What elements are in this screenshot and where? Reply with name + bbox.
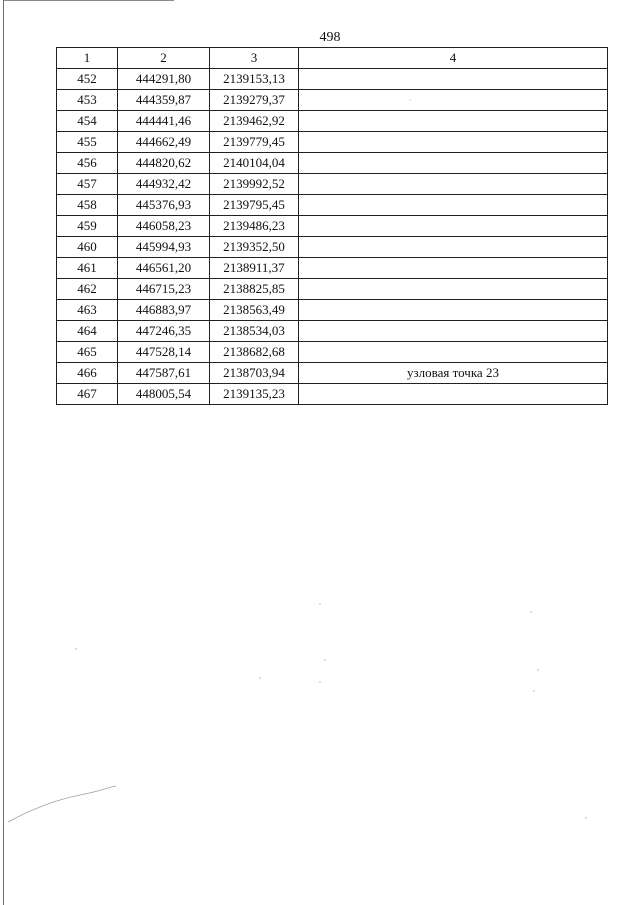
table-row — [57, 321, 608, 342]
point-number-cell: 462 — [57, 279, 118, 300]
coordinates-table — [56, 47, 608, 405]
y-coordinate-cell: 2138825,85 — [210, 279, 299, 300]
x-coordinate-cell: 444441,46 — [118, 111, 210, 132]
note-cell — [299, 237, 608, 258]
y-coordinate-cell: 2139153,13 — [210, 69, 299, 90]
point-number-cell: 461 — [57, 258, 118, 279]
note-cell — [299, 153, 608, 174]
y-coordinate-cell: 2139279,37 — [210, 90, 299, 111]
y-coordinate-cell: 2139462,92 — [210, 111, 299, 132]
table-row — [57, 216, 608, 237]
x-coordinate-cell: 446883,97 — [118, 300, 210, 321]
table-row — [57, 300, 608, 321]
table-row — [57, 90, 608, 111]
table-row — [57, 237, 608, 258]
scan-speck — [533, 690, 534, 691]
y-coordinate-cell: 2139135,23 — [210, 384, 299, 405]
table-row — [57, 363, 608, 384]
point-number-cell: 455 — [57, 132, 118, 153]
y-coordinate-cell: 2139352,50 — [210, 237, 299, 258]
x-coordinate-cell: 446715,23 — [118, 279, 210, 300]
scan-speck — [585, 817, 586, 818]
y-coordinate-cell: 2138911,37 — [210, 258, 299, 279]
page-number: 498 — [319, 30, 341, 45]
y-coordinate-cell: 2139795,45 — [210, 195, 299, 216]
point-number-cell: 453 — [57, 90, 118, 111]
x-coordinate-cell: 447528,14 — [118, 342, 210, 363]
x-coordinate-cell: 444662,49 — [118, 132, 210, 153]
y-coordinate-cell: 2140104,04 — [210, 153, 299, 174]
table-row — [57, 342, 608, 363]
note-cell — [299, 195, 608, 216]
point-number-cell: 459 — [57, 216, 118, 237]
note-cell — [299, 216, 608, 237]
header-cell: 3 — [210, 48, 299, 69]
header-cell: 2 — [118, 48, 210, 69]
table-row — [57, 384, 608, 405]
point-number-cell: 452 — [57, 69, 118, 90]
scan-speck — [319, 681, 320, 682]
note-cell — [299, 384, 608, 405]
point-number-cell: 454 — [57, 111, 118, 132]
note-cell — [299, 174, 608, 195]
scan-speck — [530, 611, 531, 612]
scan-speck — [537, 669, 538, 670]
point-number-cell: 464 — [57, 321, 118, 342]
point-number-cell: 457 — [57, 174, 118, 195]
point-number-cell: 456 — [57, 153, 118, 174]
note-cell — [299, 69, 608, 90]
note-cell — [299, 321, 608, 342]
y-coordinate-cell: 2139779,45 — [210, 132, 299, 153]
scan-edge-top — [4, 0, 174, 1]
table-row — [57, 153, 608, 174]
scan-speck — [319, 603, 320, 604]
y-coordinate-cell: 2138563,49 — [210, 300, 299, 321]
x-coordinate-cell: 448005,54 — [118, 384, 210, 405]
note-cell — [299, 300, 608, 321]
table-row — [57, 132, 608, 153]
point-number-cell: 465 — [57, 342, 118, 363]
table-row — [57, 195, 608, 216]
note-cell — [299, 132, 608, 153]
y-coordinate-cell: 2139992,52 — [210, 174, 299, 195]
scan-speck — [259, 677, 260, 678]
header-cell: 1 — [57, 48, 118, 69]
note-cell — [299, 90, 608, 111]
scan-edge-left — [3, 0, 4, 905]
point-number-cell: 463 — [57, 300, 118, 321]
x-coordinate-cell: 445994,93 — [118, 237, 210, 258]
y-coordinate-cell: 2138682,68 — [210, 342, 299, 363]
y-coordinate-cell: 2138534,03 — [210, 321, 299, 342]
x-coordinate-cell: 444932,42 — [118, 174, 210, 195]
x-coordinate-cell: 447246,35 — [118, 321, 210, 342]
note-cell — [299, 342, 608, 363]
scan-speck — [75, 648, 76, 649]
y-coordinate-cell: 2139486,23 — [210, 216, 299, 237]
stray-pen-stroke — [8, 786, 116, 822]
note-cell: узловая точка 23 — [299, 363, 608, 384]
x-coordinate-cell: 444291,80 — [118, 69, 210, 90]
table-row — [57, 69, 608, 90]
table-row — [57, 258, 608, 279]
x-coordinate-cell: 447587,61 — [118, 363, 210, 384]
note-cell — [299, 258, 608, 279]
x-coordinate-cell: 445376,93 — [118, 195, 210, 216]
point-number-cell: 467 — [57, 384, 118, 405]
y-coordinate-cell: 2138703,94 — [210, 363, 299, 384]
table-row — [57, 111, 608, 132]
note-cell — [299, 111, 608, 132]
point-number-cell: 460 — [57, 237, 118, 258]
x-coordinate-cell: 444359,87 — [118, 90, 210, 111]
table-header-row — [57, 48, 608, 69]
note-cell — [299, 279, 608, 300]
table-row — [57, 174, 608, 195]
header-cell: 4 — [299, 48, 608, 69]
point-number-cell: 458 — [57, 195, 118, 216]
x-coordinate-cell: 446058,23 — [118, 216, 210, 237]
table-row — [57, 279, 608, 300]
scan-speck — [324, 659, 325, 660]
point-number-cell: 466 — [57, 363, 118, 384]
x-coordinate-cell: 446561,20 — [118, 258, 210, 279]
x-coordinate-cell: 444820,62 — [118, 153, 210, 174]
